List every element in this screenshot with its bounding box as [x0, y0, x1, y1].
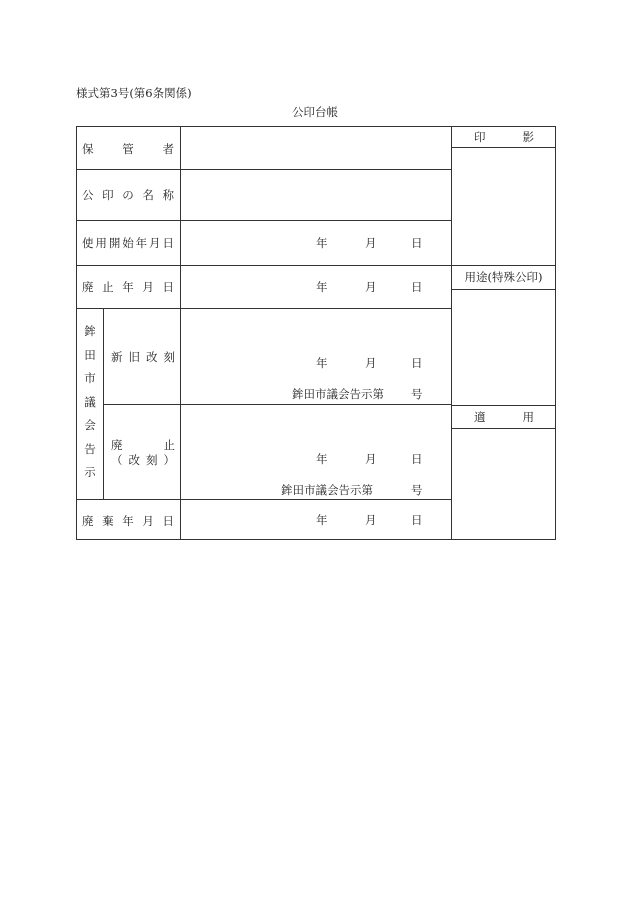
- notice-number-suffix: 号: [411, 387, 423, 401]
- notice-number-suffix: 号: [411, 483, 423, 497]
- abolish-revision-label-line2: （ 改 刻 ）: [111, 453, 175, 467]
- year-label: 年: [316, 452, 328, 466]
- notice-number-text: 鉾田市議会告示第: [292, 387, 384, 401]
- start-date-label: 使 用 開 始 年 月 日: [82, 236, 174, 250]
- abolish-date-label: 廃 止 年 月 日: [82, 280, 174, 294]
- year-label: 年: [316, 280, 328, 294]
- notice-number-text: 鉾田市議会告示第: [281, 483, 373, 497]
- day-label: 日: [411, 452, 423, 466]
- day-label: 日: [411, 513, 423, 527]
- day-label: 日: [411, 280, 423, 294]
- month-label: 月: [365, 236, 377, 250]
- seal-impression-header: 印 影: [474, 130, 534, 144]
- keeper-label: 保 管 者: [82, 142, 174, 156]
- year-label: 年: [316, 356, 328, 370]
- discard-date-label: 廃 棄 年 月 日: [82, 514, 174, 528]
- document-title: 公印台帳: [292, 105, 338, 119]
- day-label: 日: [411, 236, 423, 250]
- year-label: 年: [316, 236, 328, 250]
- month-label: 月: [365, 280, 377, 294]
- abolish-revision-label-line1: 廃 止: [111, 438, 175, 452]
- form-number-label: 様式第3号(第6条関係): [76, 86, 192, 100]
- new-old-revision-label: 新 旧 改 刻: [111, 350, 175, 364]
- year-label: 年: [316, 513, 328, 527]
- seal-name-label: 公 印 の 名 称: [82, 188, 174, 202]
- council-notice-label: 鉾 田 市 議 会 告 示: [84, 324, 96, 479]
- usage-header: 用途(特殊公印): [464, 270, 543, 284]
- day-label: 日: [411, 356, 423, 370]
- application-header: 適 用: [474, 410, 534, 424]
- month-label: 月: [365, 356, 377, 370]
- month-label: 月: [365, 452, 377, 466]
- month-label: 月: [365, 513, 377, 527]
